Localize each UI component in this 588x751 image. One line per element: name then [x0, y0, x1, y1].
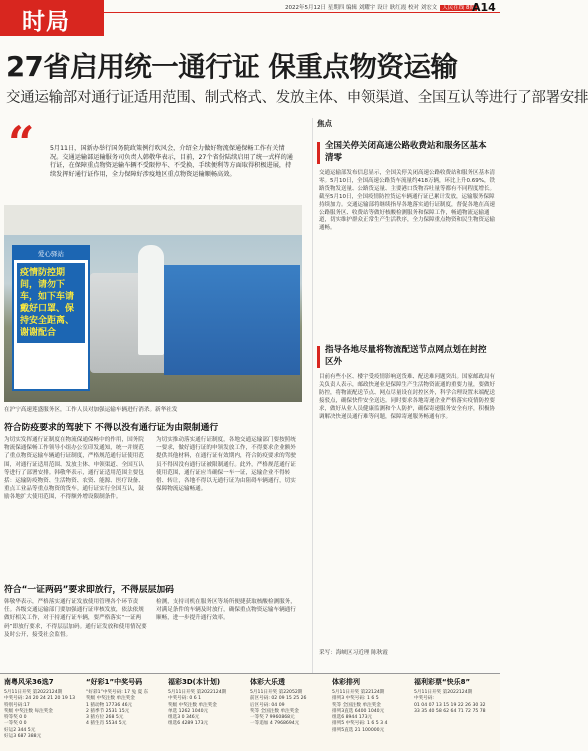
lottery-line: 排列3直选 6400 1040元	[332, 708, 385, 714]
lottery-box	[414, 677, 498, 749]
lottery-line: 奖级 中奖注数 单注奖金	[86, 696, 135, 702]
lottery-line: 中奖号码: 24 20 24 21 20 19 13	[4, 696, 76, 702]
sign-header: 爱心驿站	[14, 247, 88, 260]
lottery-title: 南粤风采36选7	[4, 678, 54, 686]
lottery-box	[4, 677, 82, 749]
sidebar-accent-1	[317, 142, 320, 164]
section-1-column-1: 为切实发挥通行证制度在物流保通保畅中的作用，国务院物流保通保畅工作领导小组办公室印发通知，统一并规范了重点物资运输车辆通行证制度，严格规范通行证使用范围，对通行证适用范围、发放主体、申领渠道、全国互认等进行了部署安排。韩敬华表示，通行证适用范围主要包括：运输防疫物资、生活物资、农资、能源、医疗设备、重点工业品等重点物资的货车。通行证实行全国互认，鼓励各地扩大使用范围，不得额外增设限制条件。	[4, 437, 144, 501]
lottery-line: 1 猜动物 17736 46元	[86, 702, 133, 708]
lottery-line: 33 35 40 58 62 64 71 72 75 78	[414, 708, 486, 714]
lottery-line: 后区号码: 04 09	[250, 702, 285, 708]
section-2-column-2: 检测，支持司机在服务区等场所便捷获取核酸检测服务，对满足条件的车辆及时放行，确保重点物资运输车辆通行顺畅，进一步提升通行效率。	[156, 599, 296, 622]
quote-icon: “	[8, 116, 35, 170]
lottery-line: 组选3 0 346元	[168, 715, 200, 721]
lottery-line: 一等追加 4 7968694元	[250, 721, 300, 727]
sign-body: 疫情防控期间，请勿下车，如下车请戴好口罩、保持安全距离、谢谢配合	[17, 263, 85, 343]
truck-cab	[164, 265, 300, 375]
canopy-roof	[4, 205, 302, 235]
header-rule	[104, 12, 500, 13]
section-title: 时局	[22, 8, 70, 35]
section-2-column-1: 韩敬华表示，严格落实通行证发放使用管理各个环节责任。各级交通运输部门要加强通行证审核发放，依法依规做好相关工作，对于持通行证车辆，要严格落实“一证两码”即放行要求，不得层层加码。通行证发放和使用情况要及时公开，接受社会监督。	[4, 599, 147, 638]
sidebar-item-2-title: 指导各地尽量将物流配送节点网点划在封控区外	[325, 345, 487, 367]
page-header	[0, 0, 500, 36]
sidebar-accent-2	[317, 346, 320, 368]
sidebar-item-1-title: 全国关停关闭高速公路收费站和服务区基本清零	[325, 141, 487, 163]
lottery-line: 01 04 07 13 15 19 22 26 30 32	[414, 702, 486, 708]
lottery-line: 奖级 中奖注数 单注奖金	[168, 702, 217, 708]
section-heading-1: 符合防疫要求的驾驶下 不得以没有通行证为由限制通行	[4, 423, 219, 433]
lottery-line: 3 猜方位 268 5元	[86, 715, 124, 721]
lottery-box	[168, 677, 246, 749]
lottery-line: 单选 1262 1040元	[168, 708, 209, 714]
sidebar-item-2-text: 目前有些小区、楼宇受疫情影响送货难、配送难问题突出。国家邮政局有关负责人表示，邮政快递业是保障生产生活物资流通的重要力量，要做好防控，将物流配送节点、网点尽量设在封控区外，科学合理设置末端配送接驳点，确保快件安全送达。同时要求各地寄递企业严格落实疫情防控要求，做好从业人员健康监测和个人防护，确保寄递服务安全有序，积极协调解决快递员通行难等问题，保障寄递服务畅通有序。	[319, 374, 496, 420]
lottery-line: 排列5直选 21 100000元	[332, 727, 385, 733]
lottery-line: 奖等 全国注数 单注奖金	[250, 708, 299, 714]
lottery-line: 奖级 中奖注数 每注奖金	[4, 708, 53, 714]
lead-paragraph	[50, 145, 295, 179]
issue-meta	[285, 3, 477, 11]
issue-tag: 人民在线 8期	[442, 5, 475, 11]
lottery-line: 组选6 4289 173元	[168, 721, 209, 727]
lottery-line: 中奖号码:	[414, 696, 434, 702]
issue-info: 2022年5月12日 星期四 编辑 刘耀宇 设计 耿红霞 校对 刘宏文	[285, 5, 438, 11]
lottery-line: 组选6 8944 173元	[332, 715, 373, 721]
lottery-line: 5月11日开奖 第2022124期	[168, 690, 227, 695]
lottery-line: 5月11日开奖 第22124期	[332, 690, 385, 695]
lottery-line: 排列3 中奖号码: 1 6 5	[332, 696, 379, 702]
section-body-1	[4, 436, 302, 578]
lottery-line: 奖等 全国注数 单注奖金	[332, 702, 381, 708]
subheadline: 交通运输部对通行证适用范围、制式格式、发放主体、申领渠道、全国互认等进行了部署安排	[6, 90, 588, 106]
lottery-title: 体彩大乐透	[250, 678, 285, 686]
sidebar-label: 焦点	[317, 119, 332, 128]
page-number: A14	[472, 1, 496, 14]
lottery-line: 中奖号码: 0 6 1	[168, 696, 202, 702]
lottery-line: 特等奖 0 0	[4, 715, 27, 721]
lottery-box	[86, 677, 164, 749]
lottery-title: “好彩1”中奖号码	[86, 678, 143, 686]
lottery-line: 特别号码:17	[4, 702, 30, 708]
lottery-line: 排列5 中奖号码: 1 6 5 3 4	[332, 721, 388, 727]
lottery-title: 福彩3D(本计划)	[168, 678, 221, 686]
worker-figure	[138, 245, 164, 355]
lottery-footer	[0, 673, 500, 751]
section-body-2	[4, 598, 302, 670]
section-heading-2: 符合“一证两码”要求即放行，不得层层加码	[4, 585, 174, 595]
sidebar-focus	[312, 118, 497, 673]
lottery-line: 一等奖 7 9960868元	[250, 715, 295, 721]
lottery-line: “好彩1”中奖号码: 17 兔 夏 东	[86, 690, 149, 695]
lottery-line: 好运2 344 5元	[4, 727, 36, 733]
lottery-line: 5月11日开奖 第2022124期	[414, 690, 473, 695]
photo-caption: 在沪宁高速莲盛服务区，工作人员对加强运输车辆进行消杀。新华社发	[4, 407, 178, 413]
section-1-column-2: 为切实推动落实通行证制度，各地交通运输部门要按照统一要求，做好通行证的申领发放工作，不得要求企业额外提供其他材料，在通行证有效期内，符合防疫要求的驾驶员不得因没有通行证被限制通行。此外，严格规范通行证使用范围，通行证应当确保一车一证，运输企业不得转借、转让，各地不得以无通行证为由阻碍车辆通行，切实保障物流运输畅通。	[156, 437, 296, 493]
lottery-line: 2 猜季节 2531 15元	[86, 708, 130, 714]
lottery-line: 好运3 687 388元	[4, 734, 42, 740]
sidebar-credit: 采写：海峡区习近理 陈秋霞	[319, 650, 388, 656]
sidebar-item-1-text: 交通运输部发布信息显示，全国关停关闭高速公路收费站和服务区基本清零。5月10日，全国高速公路货车流量约418万辆，环比上升0.69%，铁路货物发送量、公路货运量、主要港口货物吞吐量等都有不同程度增长。截至5月10日，全国疫情防控货运车辆通行证已累计发放，运输服务保障持续加力。交通运输部将继续指导各地落实通行证制度，督促各地在高速公路服务区、收费站等做好核酸检测服务和保障工作，畅通物流运输通道，切实维护群众正常生产生活秩序，全力保障重点物资和民生物资运输通畅。	[319, 170, 496, 232]
news-photo	[4, 205, 302, 402]
lottery-line: 5月11日开奖 第2022124期	[4, 690, 63, 695]
headline: 27省启用统一通行证 保重点物资运输	[6, 51, 458, 83]
lottery-line: 一等奖 0 0	[4, 721, 27, 727]
lottery-line: 5月11日开奖 第22052期	[250, 690, 303, 695]
lottery-box	[332, 677, 410, 749]
lottery-title: 体彩排列	[332, 678, 360, 686]
lottery-title: 福利彩票“快乐8”	[414, 678, 471, 686]
lottery-box	[250, 677, 328, 749]
lottery-line: 4 猜生肖 5534 5元	[86, 721, 127, 727]
lead-text: 5月11日，国新办举行国务院政策例行吹风会，介绍全力做好物流保通保畅工作有关情况。交通运输部运输服务司负责人韩敬华表示，目前，27个省份陆续启用了统一式样的通行证，在保障重点物资运输车辆不受限停车、不受换、手续便利等方面取得积极进展，持续发挥好通行证作用，全力保障好涉疫地区重点物资运输顺畅高效。	[50, 145, 293, 178]
lottery-line: 前区号码: 02 09 15 25 26	[250, 696, 307, 702]
station-sign	[12, 245, 90, 391]
